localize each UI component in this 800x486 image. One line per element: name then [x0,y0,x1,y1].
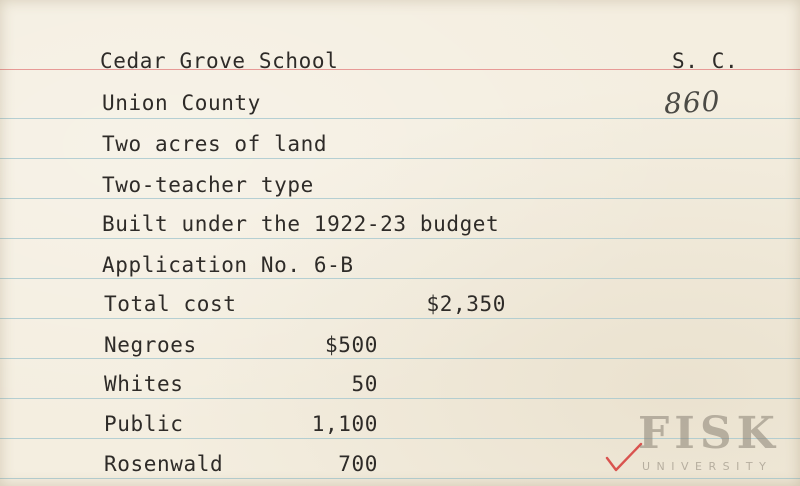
contribution-value: $500 [325,333,378,357]
watermark-name: FISK [638,408,780,459]
application-number: Application No. 6-B [102,253,354,277]
contribution-value: 700 [338,452,378,476]
contribution-label: Negroes [104,333,197,357]
ruled-line [0,238,800,239]
contribution-value: 1,100 [311,412,378,436]
total-cost-value: $2,350 [426,292,506,316]
county: Union County [102,91,261,115]
state-abbrev: S. C. [672,49,739,73]
ruled-line [0,478,800,479]
watermark-subtitle: UNIVERSITY [642,460,773,473]
contribution-label: Public [104,412,184,436]
ruled-line [0,398,800,399]
ruled-line [0,278,800,279]
school-name: Cedar Grove School [100,49,339,73]
fisk-university-watermark [632,408,792,478]
handwritten-file-number: 860 [663,84,722,121]
contribution-value: 50 [351,372,378,396]
ruled-line [0,198,800,199]
ruled-line [0,358,800,359]
budget-note: Built under the 1922-23 budget [102,212,500,236]
ruled-line [0,158,800,159]
land-size: Two acres of land [102,132,328,156]
ruled-line [0,318,800,319]
total-cost-label: Total cost [104,292,237,316]
contribution-label: Whites [104,372,184,396]
school-type: Two-teacher type [102,173,314,197]
contribution-label: Rosenwald [104,452,224,476]
